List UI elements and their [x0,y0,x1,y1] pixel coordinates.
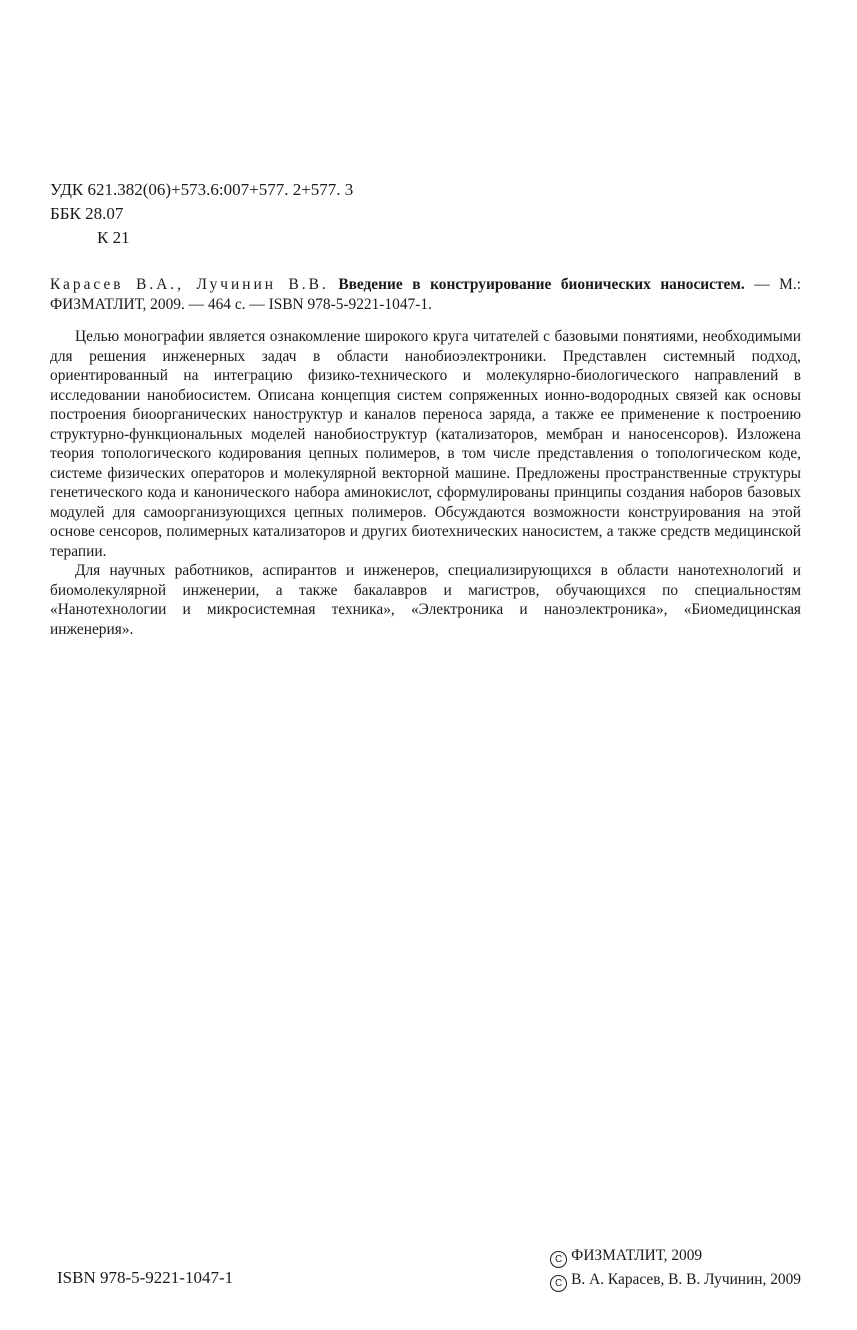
annotation-block [50,275,801,639]
copyright-icon: C [550,1251,567,1268]
copyright-line [550,1268,801,1292]
copyright-authors: В. А. Карасев, В. В. Лучинин, 2009 [571,1271,801,1288]
bbk-code: ББК 28.07 [50,204,124,223]
author-mark: К 21 [97,228,130,247]
udk-code: УДК 621.382(06)+573.6:007+577. 2+577. 3 [50,180,354,199]
classification-block [50,178,353,250]
publication-info: — М.: ФИЗМАТЛИТ, 2009. — 464 с. — ISBN 978-5-9221-1047-1. [50,276,801,313]
audience-paragraph: Для научных работников, аспирантов и инженеров, специализирующихся в области нанотехнологий и биомолекулярной инженерии, а также бакалавров и магистров, обучающихся по специальностям «Нанотехнологии и микросистемная техника», «Электроника и наноэлектроника», «Биомедицинская инженерия». [50,562,801,638]
footer-isbn: ISBN 978-5-9221-1047-1 [57,1268,234,1287]
copyright-line [550,1244,801,1268]
bibliographic-record [50,275,801,314]
copyright-block [550,1244,801,1292]
authors: Карасев В.А., Лучинин В.В. [50,276,329,293]
copyright-icon: C [550,1275,567,1292]
copyright-publisher: ФИЗМАТЛИТ, 2009 [571,1247,703,1264]
book-title: Введение в конструирование бионических наносистем. [338,276,745,293]
abstract-paragraph: Целью монографии является ознакомление широкого круга читателей с базовыми понятиями, необходимыми для решения инженерных задач в области нанобиоэлектроники. Представлен системный подход, ориентированный на интеграцию физико-технического и молекулярно-биологического направлений в исследовании нанобиосистем. Описана концепция систем сопряженных ионно-водородных связей как основы построения биоорганических наноструктур и каналов переноса заряда, а также ее применение к построению структурно-функциональных моделей нанобиоструктур (катализаторов, мембран и наносенсоров). Изложена теория топологического кодирования цепных полимеров, в том числе представления о топологическом коде, системе физических операторов и молекулярной векторной машине. Предложены пространственные структуры генетического кода и канонического набора аминокислот, сформулированы принципы создания наборов базовых модулей для самоорганизующихся цепных полимеров. Обсуждаются возможности конструирования на этой основе сенсоров, полимерных катализаторов и других биотехнических наносистем, а также средств медицинской терапии. [50,328,801,560]
